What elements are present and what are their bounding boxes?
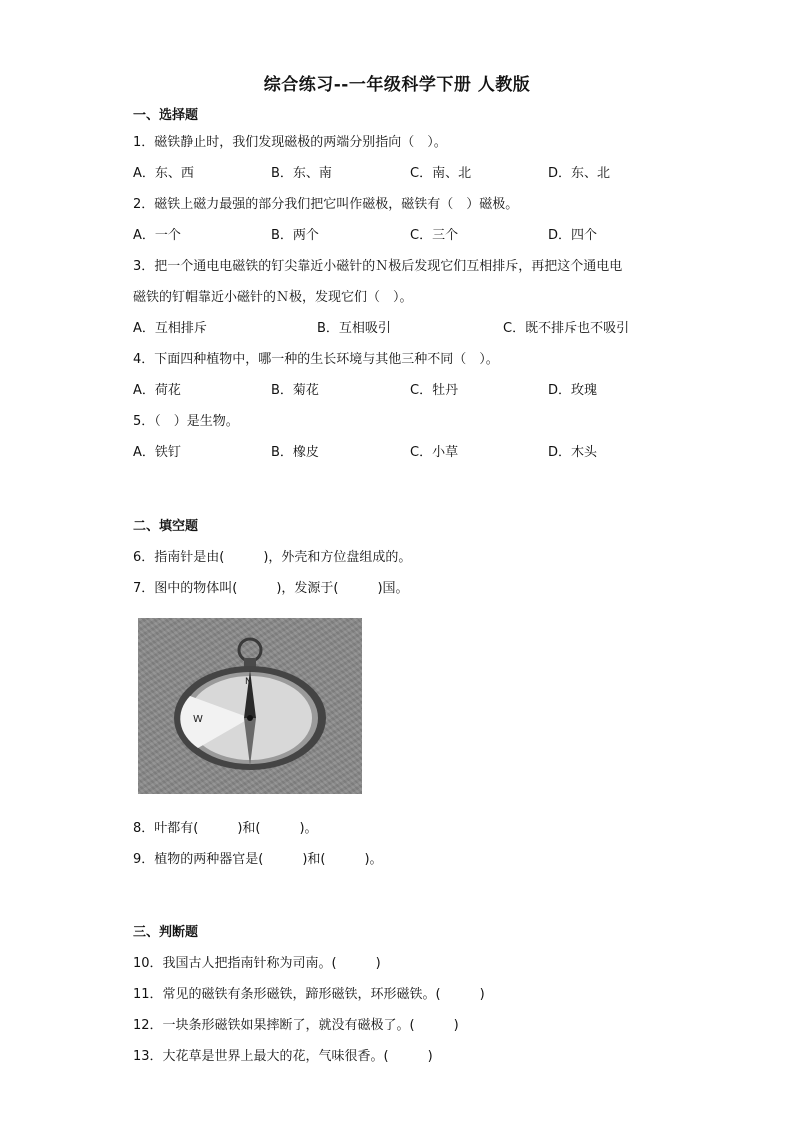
q2-option-b: B．两个: [271, 228, 319, 243]
q5-option-c: C．小草: [410, 445, 459, 460]
question-12: 12．一块条形磁铁如果摔断了，就没有磁极了。( ): [133, 1018, 459, 1033]
compass-image: [138, 618, 362, 794]
q3-option-b: B．互相吸引: [317, 321, 391, 336]
question-4: 4．下面四种植物中，哪一种的生长环境与其他三种不同（ ）。: [133, 352, 499, 367]
section-judge-heading: 三、判断题: [133, 925, 199, 940]
question-6: 6．指南针是由( )，外壳和方位盘组成的。: [133, 550, 412, 565]
question-3-line2: 磁铁的钉帽靠近小磁针的Ｎ极，发现它们（ ）。: [133, 290, 413, 305]
page-title: 综合练习--一年级科学下册 人教版: [263, 75, 531, 95]
q4-option-c: C．牡丹: [410, 383, 459, 398]
q3-option-c: C．既不排斥也不吸引: [503, 321, 630, 336]
section-choice-heading: 一、选择题: [133, 108, 199, 123]
q1-option-b: B．东、南: [271, 166, 332, 181]
compass-icon: [138, 618, 362, 794]
q4-option-a: A．荷花: [133, 383, 181, 398]
question-2: 2．磁铁上磁力最强的部分我们把它叫作磁极，磁铁有（ ）磁极。: [133, 197, 519, 212]
q5-option-b: B．橡皮: [271, 445, 319, 460]
q5-option-a: A．铁钉: [133, 445, 181, 460]
question-8: 8．叶都有( )和( )。: [133, 821, 318, 836]
question-5: 5．（ ）是生物。: [133, 414, 239, 429]
question-3-line1: 3．把一个通电电磁铁的钉尖靠近小磁针的Ｎ极后发现它们互相排斥，再把这个通电电: [133, 259, 623, 274]
question-13: 13．大花草是世界上最大的花，气味很香。( ): [133, 1049, 433, 1064]
question-7: 7．图中的物体叫( )，发源于( )国。: [133, 581, 409, 596]
compass-west-label: W: [193, 714, 203, 725]
q3-option-a: A．互相排斥: [133, 321, 207, 336]
q1-option-a: A．东、西: [133, 166, 194, 181]
question-10: 10．我国古人把指南针称为司南。( ): [133, 956, 381, 971]
q5-option-d: D．木头: [548, 445, 598, 460]
question-1: 1．磁铁静止时，我们发现磁极的两端分别指向（ ）。: [133, 135, 447, 150]
q2-option-a: A．一个: [133, 228, 181, 243]
q1-option-d: D．东、北: [548, 166, 611, 181]
compass-north-label: N: [245, 677, 252, 687]
q4-option-b: B．菊花: [271, 383, 319, 398]
q2-option-d: D．四个: [548, 228, 598, 243]
q2-option-c: C．三个: [410, 228, 459, 243]
question-11: 11．常见的磁铁有条形磁铁，蹄形磁铁，环形磁铁。( ): [133, 987, 485, 1002]
q4-option-d: D．玫瑰: [548, 383, 598, 398]
section-fill-heading: 二、填空题: [133, 519, 199, 534]
q1-option-c: C．南、北: [410, 166, 472, 181]
question-9: 9．植物的两种器官是( )和( )。: [133, 852, 383, 867]
